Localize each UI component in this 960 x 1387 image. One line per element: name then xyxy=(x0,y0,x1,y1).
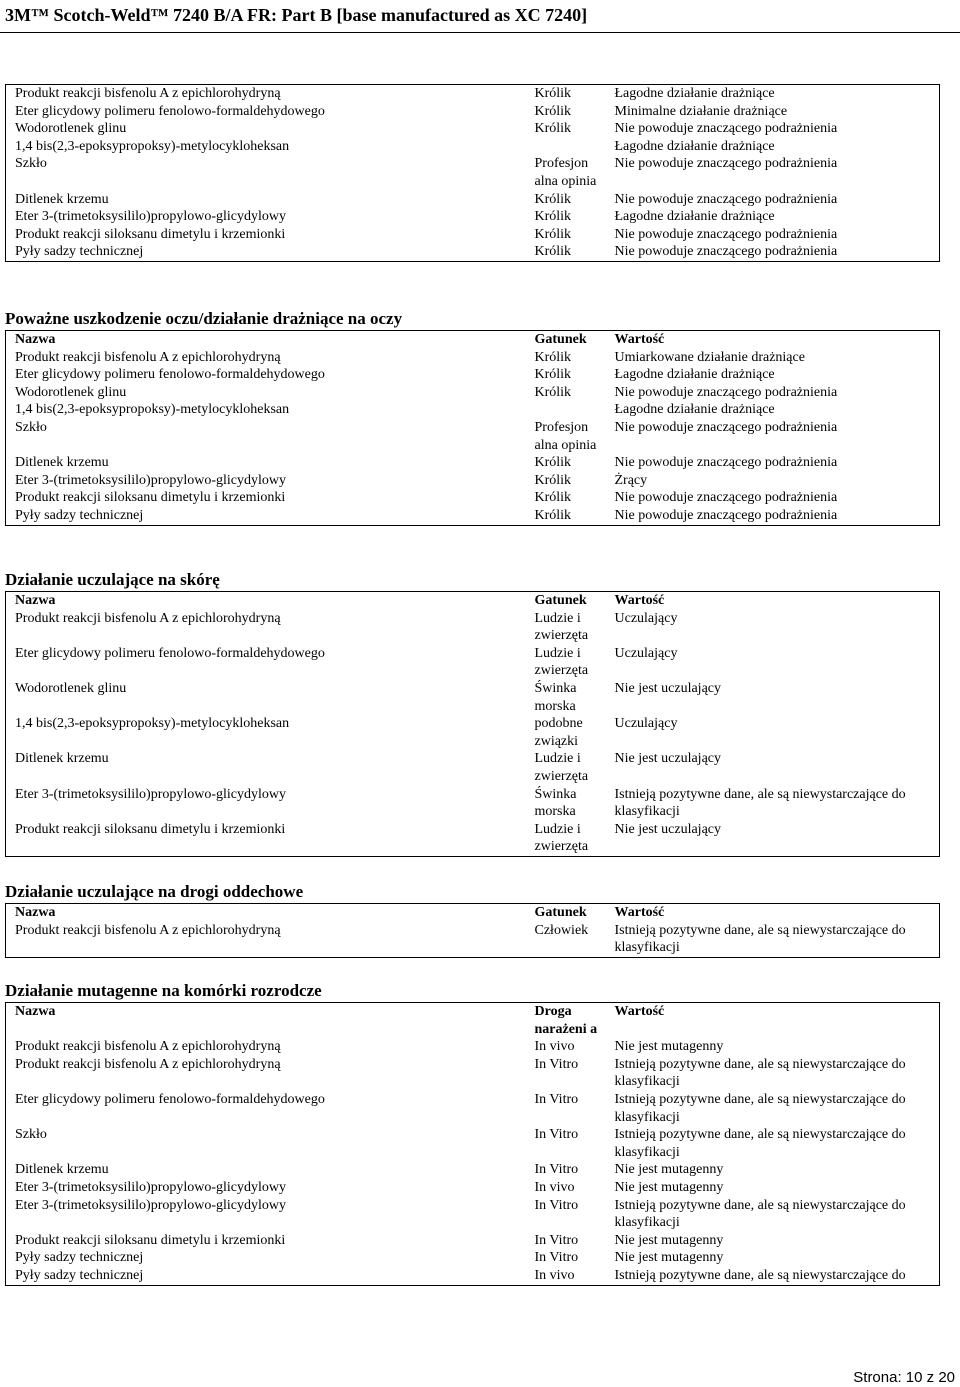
substance-name-cell: Eter glicydowy polimeru fenolowo-formaldehydowego xyxy=(15,645,325,661)
value-cell: Nie powoduje znaczącego podrażnienia xyxy=(614,121,838,137)
substance-name-cell: Eter 3-(trimetoksysililo)propylowo-glicydylowy xyxy=(15,1179,287,1195)
table-row xyxy=(6,155,940,190)
table-row xyxy=(6,489,940,507)
species-cell: Królik xyxy=(534,244,572,260)
respiratory-section xyxy=(5,882,940,958)
value-cell: Istnieją pozytywne dane, ale są niewystarczające do xyxy=(614,1267,906,1283)
species-cell: Królik xyxy=(534,367,572,383)
skin-table-body xyxy=(6,610,940,857)
substance-name-cell: Eter 3-(trimetoksysililo)propylowo-glicydylowy xyxy=(15,786,287,802)
value-cell: Nie jest mutagenny xyxy=(614,1179,724,1195)
species-cell: Królik xyxy=(534,507,572,523)
species-cell: In Vitro xyxy=(534,1127,579,1143)
value-cell: Istnieją pozytywne dane, ale są niewystarczające do klasyfikacji xyxy=(614,922,906,956)
column-header-value: Wartość xyxy=(614,905,665,920)
column-header-species: Gatunek xyxy=(534,905,587,920)
value-cell: Nie jest mutagenny xyxy=(614,1232,724,1248)
table-row xyxy=(6,85,940,103)
value-cell: Nie powoduje znaczącego podrażnienia xyxy=(614,226,838,242)
substance-name-cell: Ditlenek krzemu xyxy=(15,751,109,767)
species-cell: In Vitro xyxy=(534,1056,579,1072)
table-header-row xyxy=(6,904,940,922)
value-cell: Nie powoduje znaczącego podrażnienia xyxy=(614,244,838,260)
table-row xyxy=(6,103,940,121)
column-header-route: Droga narażeni a xyxy=(534,1004,598,1037)
column-header-value: Wartość xyxy=(614,332,665,347)
table-row xyxy=(6,138,940,156)
mutagenicity-table xyxy=(5,1002,940,1286)
substance-name-cell: Eter glicydowy polimeru fenolowo-formaldehydowego xyxy=(15,103,325,119)
table-row xyxy=(6,349,940,367)
species-cell: Ludzie i zwierzęta xyxy=(534,610,589,644)
value-cell: Uczulający xyxy=(614,610,678,626)
table-row xyxy=(6,401,940,419)
substance-name-cell: Produkt reakcji siloksanu dimetylu i krzemionki xyxy=(15,490,286,506)
substance-name-cell: Szkło xyxy=(15,1127,47,1143)
table-row xyxy=(6,226,940,244)
table-row xyxy=(6,419,940,454)
table-row xyxy=(6,1038,940,1056)
value-cell: Nie powoduje znaczącego podrażnienia xyxy=(614,191,838,207)
value-cell: Uczulający xyxy=(614,645,678,661)
substance-name-cell: Eter glicydowy polimeru fenolowo-formaldehydowego xyxy=(15,1091,325,1107)
table-row xyxy=(6,507,940,525)
value-cell: Nie jest uczulający xyxy=(614,751,722,767)
value-cell: Uczulający xyxy=(614,716,678,732)
value-cell: Nie powoduje znaczącego podrażnienia xyxy=(614,507,838,523)
value-cell: Minimalne działanie drażniące xyxy=(614,103,788,119)
table-row xyxy=(6,1267,940,1285)
species-cell: Ludzie i zwierzęta xyxy=(534,751,589,784)
substance-name-cell: Wodorotlenek glinu xyxy=(15,121,127,137)
substance-name-cell: Pyły sadzy technicznej xyxy=(15,507,144,523)
species-cell: Królik xyxy=(534,103,572,119)
table-row xyxy=(6,454,940,472)
species-cell: Profesjon alna opinia xyxy=(534,419,597,453)
table-header-row xyxy=(6,592,940,610)
species-cell: Królik xyxy=(534,191,572,207)
species-cell: In Vitro xyxy=(534,1232,579,1248)
species-cell: Królik xyxy=(534,226,572,242)
species-cell: Ludzie i zwierzęta xyxy=(534,645,589,679)
value-cell: Nie jest mutagenny xyxy=(614,1250,724,1266)
value-cell: Nie powoduje znaczącego podrażnienia xyxy=(614,384,838,400)
table-row xyxy=(6,1197,940,1232)
value-cell: Nie jest mutagenny xyxy=(614,1039,724,1055)
irritation-table-body xyxy=(6,85,940,262)
substance-name-cell: Produkt reakcji bisfenolu A z epichlorohydryną xyxy=(15,86,281,101)
irritation-table xyxy=(5,84,940,262)
table-row xyxy=(6,366,940,384)
species-cell: podobne związki xyxy=(534,716,583,749)
substance-name-cell: Ditlenek krzemu xyxy=(15,1162,109,1178)
substance-name-cell: Wodorotlenek glinu xyxy=(15,680,127,696)
species-cell: Świnka morska xyxy=(534,680,577,714)
table-row xyxy=(6,610,940,645)
substance-name-cell: 1,4 bis(2,3-epoksypropoksy)-metylocykloheksan xyxy=(15,402,290,418)
substance-name-cell: Pyły sadzy technicznej xyxy=(15,1250,144,1266)
species-cell: Królik xyxy=(534,384,572,400)
value-cell: Istnieją pozytywne dane, ale są niewystarczające do klasyfikacji xyxy=(614,1056,906,1090)
value-cell: Nie jest uczulający xyxy=(614,680,722,696)
substance-name-cell: Produkt reakcji bisfenolu A z epichlorohydryną xyxy=(15,610,281,626)
substance-name-cell: Produkt reakcji siloksanu dimetylu i krzemionki xyxy=(15,1232,286,1248)
eye-table-body xyxy=(6,349,940,525)
table-row xyxy=(6,1249,940,1267)
species-cell: Profesjon alna opinia xyxy=(534,156,597,189)
value-cell: Istnieją pozytywne dane, ale są niewystarczające do klasyfikacji xyxy=(614,1197,906,1231)
table-row xyxy=(6,645,940,680)
table-header-row xyxy=(6,331,940,349)
substance-name-cell: Ditlenek krzemu xyxy=(15,455,109,471)
substance-name-cell: Produkt reakcji bisfenolu A z epichlorohydryną xyxy=(15,1039,281,1055)
species-cell: Królik xyxy=(534,455,572,471)
section-heading: Działanie uczulające na skórę xyxy=(5,570,220,589)
substance-name-cell: Produkt reakcji siloksanu dimetylu i krzemionki xyxy=(15,821,286,837)
table-row xyxy=(6,821,940,857)
page-number: Strona: 10 z 20 xyxy=(853,1369,955,1386)
value-cell: Nie powoduje znaczącego podrażnienia xyxy=(614,419,838,435)
section-heading: Działanie mutagenne na komórki rozrodcze xyxy=(5,981,322,1000)
table-row xyxy=(6,750,940,785)
table-row xyxy=(6,715,940,750)
column-header-value: Wartość xyxy=(614,1004,665,1019)
value-cell: Istnieją pozytywne dane, ale są niewystarczające do klasyfikacji xyxy=(614,786,906,820)
table-row xyxy=(6,1056,940,1091)
value-cell: Nie powoduje znaczącego podrażnienia xyxy=(614,156,838,172)
table-row xyxy=(6,208,940,226)
column-header-value: Wartość xyxy=(614,593,665,608)
substance-name-cell: Wodorotlenek glinu xyxy=(15,384,127,400)
column-header-species: Gatunek xyxy=(534,593,587,608)
substance-name-cell: Produkt reakcji siloksanu dimetylu i krzemionki xyxy=(15,226,286,242)
table-row xyxy=(6,191,940,209)
substance-name-cell: Eter 3-(trimetoksysililo)propylowo-glicydylowy xyxy=(15,472,287,488)
respiratory-table-body xyxy=(6,922,940,958)
species-cell: Królik xyxy=(534,490,572,506)
substance-name-cell: Eter glicydowy polimeru fenolowo-formaldehydowego xyxy=(15,367,325,383)
value-cell: Nie jest mutagenny xyxy=(614,1162,724,1178)
mutagenicity-table-body xyxy=(6,1038,940,1285)
skin-section xyxy=(5,570,940,857)
value-cell: Umiarkowane działanie drażniące xyxy=(614,349,805,365)
species-cell: In Vitro xyxy=(534,1162,579,1178)
eye-section xyxy=(5,309,940,526)
value-cell: Łagodne działanie drażniące xyxy=(614,138,775,154)
substance-name-cell: Szkło xyxy=(15,156,47,172)
page-header xyxy=(0,0,960,33)
species-cell: Ludzie i zwierzęta xyxy=(534,821,589,855)
eye-table xyxy=(5,330,940,526)
substance-name-cell: Produkt reakcji bisfenolu A z epichlorohydryną xyxy=(15,922,281,938)
column-header-species: Gatunek xyxy=(534,332,587,347)
species-cell xyxy=(526,138,606,156)
species-cell: In Vitro xyxy=(534,1197,579,1213)
substance-name-cell: Produkt reakcji bisfenolu A z epichlorohydryną xyxy=(15,1056,281,1072)
column-header-name: Nazwa xyxy=(15,332,56,347)
species-cell: In vivo xyxy=(534,1039,575,1055)
table-row xyxy=(6,1126,940,1161)
table-row xyxy=(6,243,940,261)
species-cell: Królik xyxy=(534,209,572,225)
table-row xyxy=(6,1091,940,1126)
table-row xyxy=(6,1179,940,1197)
table-row xyxy=(6,120,940,138)
substance-name-cell: Ditlenek krzemu xyxy=(15,191,109,207)
section-heading: Działanie uczulające na drogi oddechowe xyxy=(5,882,304,901)
table-row xyxy=(6,680,940,715)
value-cell: Nie jest uczulający xyxy=(614,821,722,837)
value-cell: Żrący xyxy=(614,472,648,488)
value-cell: Łagodne działanie drażniące xyxy=(614,209,775,225)
substance-name-cell: Pyły sadzy technicznej xyxy=(15,244,144,260)
column-header-name: Nazwa xyxy=(15,593,56,608)
column-header-name: Nazwa xyxy=(15,1004,56,1019)
value-cell: Nie powoduje znaczącego podrażnienia xyxy=(614,490,838,506)
species-cell xyxy=(526,401,606,419)
substance-name-cell: Eter 3-(trimetoksysililo)propylowo-glicydylowy xyxy=(15,1197,287,1213)
species-cell: Królik xyxy=(534,472,572,488)
species-cell: In Vitro xyxy=(534,1091,579,1107)
value-cell: Łagodne działanie drażniące xyxy=(614,367,775,383)
species-cell: Królik xyxy=(534,86,572,101)
species-cell: Świnka morska xyxy=(534,786,577,820)
table-row xyxy=(6,472,940,490)
substance-name-cell: Produkt reakcji bisfenolu A z epichlorohydryną xyxy=(15,349,281,365)
value-cell: Istnieją pozytywne dane, ale są niewystarczające do klasyfikacji xyxy=(614,1091,906,1125)
respiratory-table xyxy=(5,903,940,958)
table-row xyxy=(6,786,940,821)
document-title: 3M™ Scotch-Weld™ 7240 B/A FR: Part B [base manufactured as XC 7240] xyxy=(5,5,588,25)
species-cell: Królik xyxy=(534,349,572,365)
column-header-name: Nazwa xyxy=(15,905,56,920)
table-header-row xyxy=(6,1003,940,1039)
table-row xyxy=(6,384,940,402)
value-cell: Łagodne działanie drażniące xyxy=(614,402,775,418)
species-cell: In vivo xyxy=(534,1267,575,1283)
table-row xyxy=(6,922,940,958)
substance-name-cell: Eter 3-(trimetoksysililo)propylowo-glicydylowy xyxy=(15,209,287,225)
mutagenicity-section xyxy=(5,981,940,1286)
substance-name-cell: 1,4 bis(2,3-epoksypropoksy)-metylocykloheksan xyxy=(15,138,290,154)
species-cell: In vivo xyxy=(534,1179,575,1195)
substance-name-cell: 1,4 bis(2,3-epoksypropoksy)-metylocykloheksan xyxy=(15,716,290,732)
skin-table xyxy=(5,591,940,857)
table-row xyxy=(6,1232,940,1250)
value-cell: Nie powoduje znaczącego podrażnienia xyxy=(614,455,838,471)
species-cell: Królik xyxy=(534,121,572,137)
species-cell: Człowiek xyxy=(534,922,589,938)
section-heading: Poważne uszkodzenie oczu/działanie drażniące na oczy xyxy=(5,309,403,328)
substance-name-cell: Pyły sadzy technicznej xyxy=(15,1267,144,1283)
substance-name-cell: Szkło xyxy=(15,419,47,435)
value-cell: Istnieją pozytywne dane, ale są niewystarczające do klasyfikacji xyxy=(614,1127,906,1160)
table-row xyxy=(6,1161,940,1179)
species-cell: In Vitro xyxy=(534,1250,579,1266)
value-cell: Łagodne działanie drażniące xyxy=(614,86,775,101)
irritation-section xyxy=(5,84,940,262)
